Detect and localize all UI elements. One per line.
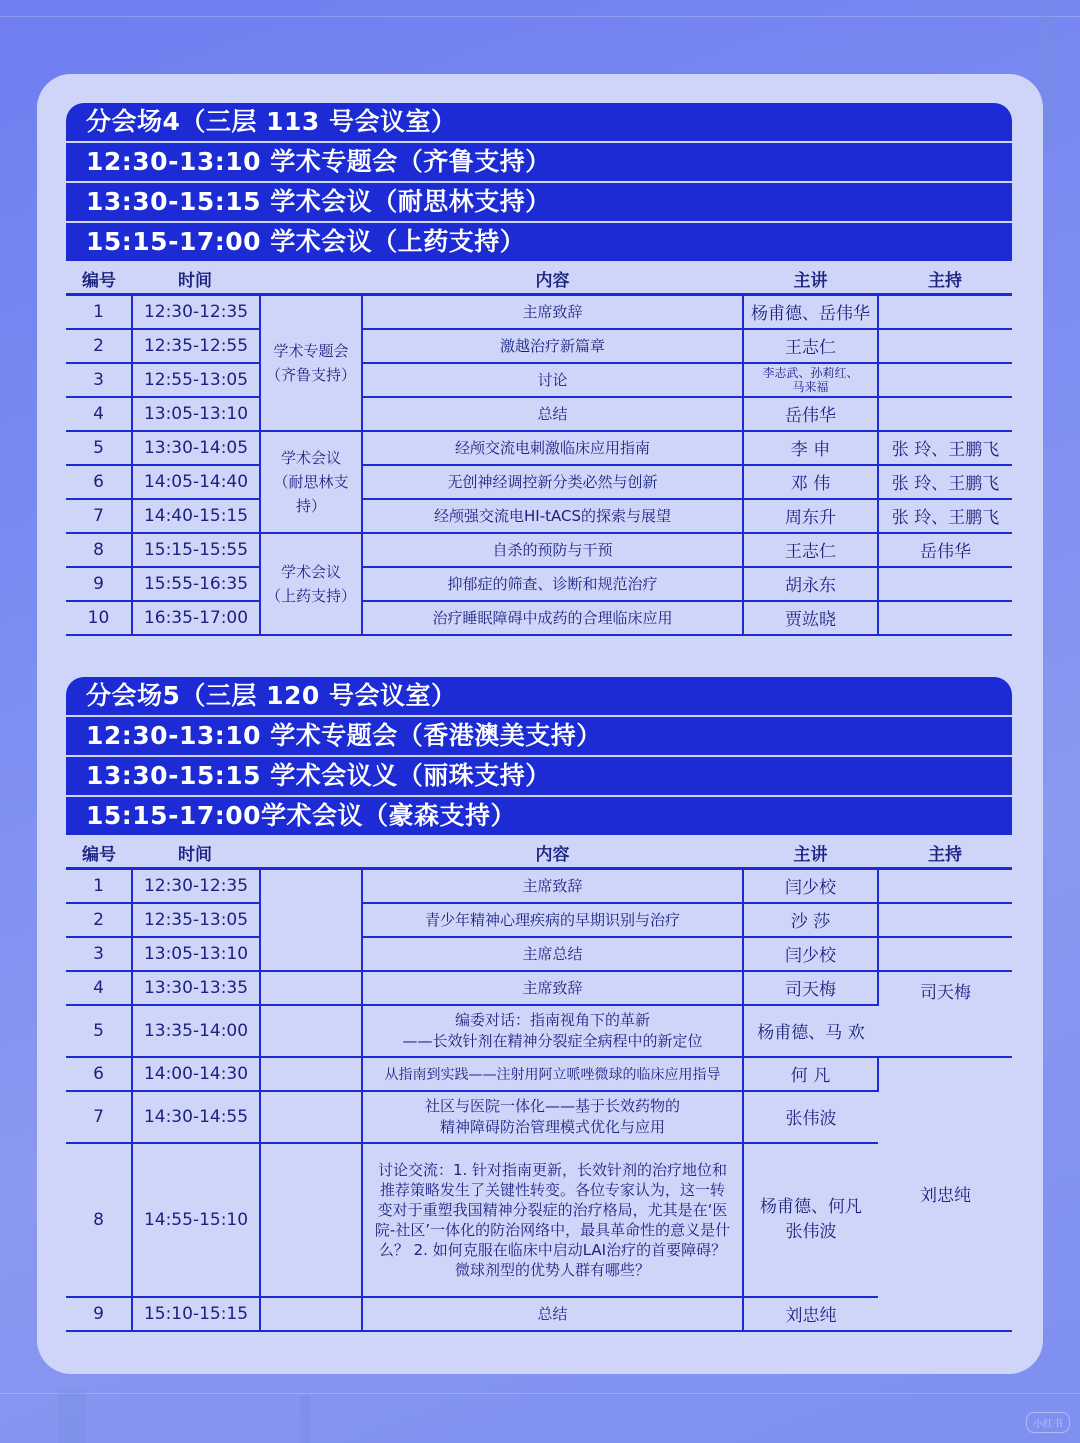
row-content: 主席致辞 (362, 869, 743, 903)
row-host (878, 397, 1012, 431)
row-content: 从指南到实践——注射用阿立哌唑微球的临床应用指导 (362, 1057, 743, 1091)
background-bar (300, 1395, 310, 1443)
row-num: 3 (66, 937, 132, 971)
row-speaker-line: 张伟波 (785, 1221, 837, 1242)
table-row (66, 567, 1012, 601)
row-time: 12:55-13:05 (132, 363, 260, 397)
row-content-line: 精神障碍防治管理模式优化与应用 (439, 1117, 665, 1136)
table-row (66, 1143, 1012, 1297)
table-header-row (66, 837, 1012, 869)
row-content: 主席致辞 (362, 971, 743, 1005)
row-host: 张 玲、王鹏飞 (878, 431, 1012, 465)
table-row (66, 869, 1012, 903)
table-row (66, 533, 1012, 567)
row-speaker (743, 363, 878, 397)
row-num: 9 (66, 1297, 132, 1331)
header-num: 编号 (66, 263, 132, 295)
row-time: 15:15-15:55 (132, 533, 260, 567)
session-group (260, 1143, 362, 1297)
row-time: 14:55-15:10 (132, 1143, 260, 1297)
venue5-session-3: 15:15-17:00学术会议（豪森支持） (66, 797, 1012, 835)
row-num: 6 (66, 465, 132, 499)
row-speaker: 闫少校 (743, 869, 878, 903)
row-host: 刘忠纯 (878, 1057, 1012, 1331)
background-line (0, 16, 1080, 17)
row-host (878, 601, 1012, 635)
row-num: 3 (66, 363, 132, 397)
session-group-name: 学术专题会 (273, 341, 349, 360)
row-num: 2 (66, 903, 132, 937)
table-row (66, 601, 1012, 635)
row-content: 抑郁症的筛查、诊断和规范治疗 (362, 567, 743, 601)
row-host (878, 567, 1012, 601)
table-row (66, 1057, 1012, 1091)
row-speaker: 周东升 (743, 499, 878, 533)
header-host: 主持 (878, 837, 1012, 869)
session-group-sponsor: （上药支持） (265, 586, 356, 605)
row-num: 7 (66, 1091, 132, 1143)
row-num: 4 (66, 397, 132, 431)
table-row (66, 1297, 1012, 1331)
row-speaker: 闫少校 (743, 937, 878, 971)
row-content: 激越治疗新篇章 (362, 329, 743, 363)
row-time: 12:35-12:55 (132, 329, 260, 363)
table-row (66, 397, 1012, 431)
session-group-sponsor: （耐思林支持） (273, 472, 349, 515)
row-content: 主席致辞 (362, 295, 743, 329)
table-row (66, 1005, 1012, 1057)
row-host: 岳伟华 (878, 533, 1012, 567)
session-group-name: 学术会议 (280, 562, 341, 581)
table-row (66, 329, 1012, 363)
session-group (260, 533, 362, 635)
header-content: 内容 (362, 263, 743, 295)
row-speaker: 刘忠纯 (743, 1297, 878, 1331)
row-num: 5 (66, 1005, 132, 1057)
row-content-line: ——长效针剂在精神分裂症全病程中的新定位 (402, 1031, 703, 1050)
row-num: 2 (66, 329, 132, 363)
row-num: 1 (66, 295, 132, 329)
venue5-table (66, 837, 1012, 1332)
table-row (66, 363, 1012, 397)
venue5-session-1: 12:30-13:10 学术专题会（香港澳美支持） (66, 717, 1012, 755)
row-speaker-line: 马来福 (792, 379, 829, 394)
row-num: 1 (66, 869, 132, 903)
venue4-title: 分会场4（三层 113 号会议室） (66, 103, 1012, 141)
row-speaker: 张伟波 (743, 1091, 878, 1143)
row-speaker: 何 凡 (743, 1057, 878, 1091)
row-time: 12:35-13:05 (132, 903, 260, 937)
session-group (260, 1005, 362, 1057)
row-speaker: 杨甫德、岳伟华 (743, 295, 878, 329)
row-speaker: 沙 莎 (743, 903, 878, 937)
row-time: 12:30-12:35 (132, 869, 260, 903)
session-group (260, 1297, 362, 1331)
venue5-title: 分会场5（三层 120 号会议室） (66, 677, 1012, 715)
row-num: 9 (66, 567, 132, 601)
row-host (878, 937, 1012, 971)
row-speaker: 邓 伟 (743, 465, 878, 499)
row-time: 14:00-14:30 (132, 1057, 260, 1091)
row-speaker-line: 杨甫德、何凡 (760, 1196, 862, 1217)
row-speaker: 杨甫德、马 欢 (743, 1005, 878, 1057)
venue4-section (66, 103, 1012, 636)
row-time: 13:05-13:10 (132, 397, 260, 431)
row-time: 12:30-12:35 (132, 295, 260, 329)
row-content: 讨论 (362, 363, 743, 397)
row-time: 15:10-15:15 (132, 1297, 260, 1331)
row-content: 治疗睡眠障碍中成药的合理临床应用 (362, 601, 743, 635)
header-time: 时间 (132, 263, 362, 295)
header-time: 时间 (132, 837, 362, 869)
row-content: 讨论交流：1. 针对指南更新，长效针剂的治疗地位和推荐策略发生了关键性转变。各位专家认为，这一转变对于重塑我国精神分裂症的治疗格局，尤其是在‘医院-社区’一体化的防治网络中，最具革命性的意义是什么？ 2. 如何克服在临床中启动LAI治疗的首要障碍？微球剂型的优势人群有哪些？ (362, 1143, 743, 1297)
table-row (66, 431, 1012, 465)
header-num: 编号 (66, 837, 132, 869)
venue5-section (66, 677, 1012, 1332)
row-host (878, 295, 1012, 329)
row-content: 总结 (362, 397, 743, 431)
header-speaker: 主讲 (743, 263, 878, 295)
row-speaker: 李 申 (743, 431, 878, 465)
venue4-session-1: 12:30-13:10 学术专题会（齐鲁支持） (66, 143, 1012, 181)
table-row (66, 465, 1012, 499)
table-row (66, 295, 1012, 329)
venue4-session-2: 13:30-15:15 学术会议（耐思林支持） (66, 183, 1012, 221)
row-content: 主席总结 (362, 937, 743, 971)
row-content (362, 1005, 743, 1057)
row-content: 总结 (362, 1297, 743, 1331)
row-content: 自杀的预防与干预 (362, 533, 743, 567)
row-speaker-line: 李志武、孙莉红、 (762, 365, 859, 380)
row-host: 张 玲、王鹏飞 (878, 499, 1012, 533)
row-content-line: 社区与医院一体化——基于长效药物的 (424, 1096, 680, 1115)
row-num: 8 (66, 533, 132, 567)
row-content: 经颅强交流电HI-tACS的探索与展望 (362, 499, 743, 533)
header-content: 内容 (362, 837, 743, 869)
row-host: 张 玲、王鹏飞 (878, 465, 1012, 499)
session-group-name: 学术会议 (280, 448, 341, 467)
table-header-row (66, 263, 1012, 295)
table-row (66, 1091, 1012, 1143)
table-row (66, 971, 1012, 1005)
row-num: 6 (66, 1057, 132, 1091)
row-num: 10 (66, 601, 132, 635)
row-time: 14:40-15:15 (132, 499, 260, 533)
venue4-session-3: 15:15-17:00 学术会议（上药支持） (66, 223, 1012, 261)
row-num: 5 (66, 431, 132, 465)
row-speaker: 贾竑晓 (743, 601, 878, 635)
venue5-session-2: 13:30-15:15 学术会议义（丽珠支持） (66, 757, 1012, 795)
row-speaker: 胡永东 (743, 567, 878, 601)
table-row (66, 937, 1012, 971)
session-group (260, 1091, 362, 1143)
session-group (260, 431, 362, 533)
row-time: 13:30-14:05 (132, 431, 260, 465)
row-speaker: 王志仁 (743, 533, 878, 567)
row-time: 16:35-17:00 (132, 601, 260, 635)
row-num: 4 (66, 971, 132, 1005)
session-group (260, 1057, 362, 1091)
row-content: 经颅交流电刺激临床应用指南 (362, 431, 743, 465)
background-bar (58, 1388, 86, 1443)
row-content: 无创神经调控新分类必然与创新 (362, 465, 743, 499)
row-host (878, 363, 1012, 397)
row-speaker: 王志仁 (743, 329, 878, 363)
row-time: 13:35-14:00 (132, 1005, 260, 1057)
session-group (260, 869, 362, 971)
row-time: 13:30-13:35 (132, 971, 260, 1005)
background-line (0, 1393, 1080, 1394)
row-time: 14:05-14:40 (132, 465, 260, 499)
row-host (878, 869, 1012, 903)
session-group-sponsor: （齐鲁支持） (265, 365, 356, 384)
row-speaker (743, 1143, 878, 1297)
row-host (878, 903, 1012, 937)
venue4-table (66, 263, 1012, 636)
row-num: 7 (66, 499, 132, 533)
row-content (362, 1091, 743, 1143)
row-host: 司天梅 (878, 971, 1012, 1057)
row-host (878, 329, 1012, 363)
row-time: 14:30-14:55 (132, 1091, 260, 1143)
row-content: 青少年精神心理疾病的早期识别与治疗 (362, 903, 743, 937)
row-num: 8 (66, 1143, 132, 1297)
row-speaker: 岳伟华 (743, 397, 878, 431)
row-speaker: 司天梅 (743, 971, 878, 1005)
table-row (66, 903, 1012, 937)
session-group (260, 295, 362, 431)
header-speaker: 主讲 (743, 837, 878, 869)
header-host: 主持 (878, 263, 1012, 295)
table-row (66, 499, 1012, 533)
row-time: 15:55-16:35 (132, 567, 260, 601)
session-group (260, 971, 362, 1005)
watermark-logo: 小红书 (1026, 1412, 1070, 1433)
row-time: 13:05-13:10 (132, 937, 260, 971)
row-content-line: 编委对话：指南视角下的革新 (454, 1010, 650, 1029)
